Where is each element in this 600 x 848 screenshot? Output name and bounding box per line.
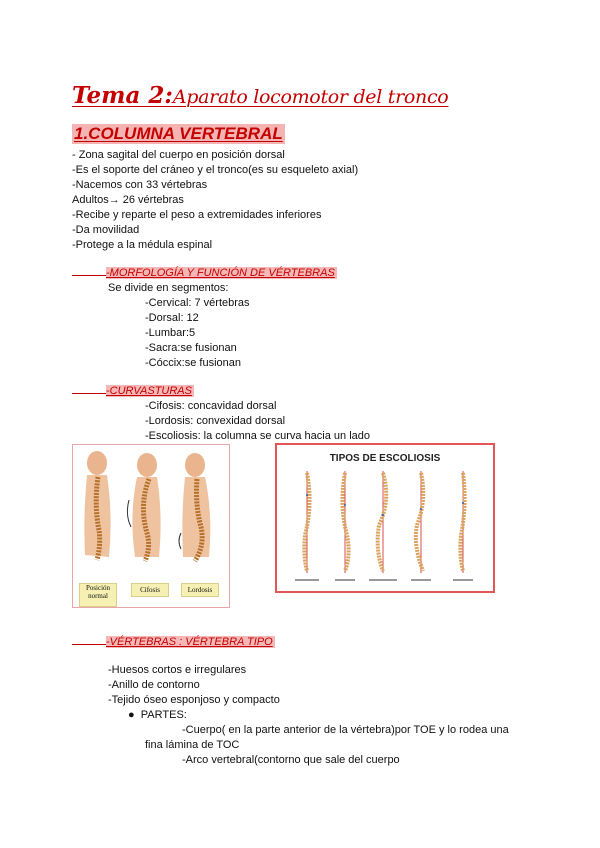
list-item: -Escoliosis: la columna se curva hacia un lado (145, 430, 371, 442)
text-line: -Huesos cortos e irregulares (108, 664, 247, 676)
list-item: -Cervical: 7 vértebras (145, 297, 250, 309)
text-line: -Anillo de contorno (108, 679, 200, 691)
list-item: -Lordosis: convexidad dorsal (145, 415, 286, 427)
text-line: - Zona sagital del cuerpo en posición dorsal (72, 149, 285, 161)
list-item: -Cóccix:se fusionan (145, 357, 241, 369)
text-line: -Arco vertebral(contorno que sale del cuerpo (182, 754, 400, 766)
posture-figure (72, 444, 230, 608)
list-item: -Dorsal: 12 (145, 312, 199, 324)
text-line: -Cuerpo( en la parte anterior de la vértebra)por TOE y lo rodea una (182, 724, 509, 736)
list-item: -Lumbar:5 (145, 327, 196, 339)
section-heading-morfologia (72, 265, 337, 280)
figure-normal (84, 451, 110, 560)
bullet-partes (128, 708, 187, 722)
bullet-dot-icon: ● (128, 709, 135, 721)
scoliosis-title: TIPOS DE ESCOLIOSIS (329, 453, 441, 464)
text-line: -Nacemos con 33 vértebras (72, 179, 208, 191)
text-line: -Recibe y reparte el peso a extremidades inferiores (72, 209, 322, 221)
section-heading-vertebras (72, 634, 275, 649)
label-lordosis: Lordosis (181, 583, 219, 597)
figure-lordosis (179, 453, 210, 561)
bullet-label: PARTES: (140, 709, 187, 721)
list-item: -Sacra:se fusionan (145, 342, 237, 354)
section-heading-text: -VÉRTEBRAS : VÉRTEBRA TIPO (106, 636, 273, 648)
text-line: -Protege a la médula espinal (72, 239, 213, 251)
section-heading-curvaturas (72, 383, 194, 398)
text-line: Se divide en segmentos: (108, 282, 229, 294)
label-posicion-normal: Posición normal (79, 583, 117, 607)
page-title (72, 82, 448, 109)
title-sub: Aparato locomotor del tronco (172, 86, 449, 108)
label-cifosis: Cifosis (131, 583, 169, 597)
text-line: -Es el soporte del cráneo y el tronco(es su esqueleto axial) (72, 164, 359, 176)
figure-cifosis (127, 453, 160, 561)
title-main: Tema 2: (72, 82, 173, 109)
section-heading-text: -MORFOLOGÍA Y FUNCIÓN DE VÉRTEBRAS (106, 267, 335, 279)
text-line: -Da movilidad (72, 224, 140, 236)
text-line: fina lámina de TOC (145, 739, 240, 751)
scoliosis-figure (275, 443, 495, 593)
text-line: -Tejido óseo esponjoso y compacto (108, 694, 280, 706)
list-item: -Cifosis: concavidad dorsal (145, 400, 277, 412)
section-heading-columna: 1.COLUMNA VERTEBRAL (74, 124, 283, 143)
section-heading-text: -CURVASTURAS (106, 385, 192, 397)
scoliosis-illustration (277, 445, 493, 591)
text-line: Adultos→ 26 vértebras (72, 194, 184, 206)
